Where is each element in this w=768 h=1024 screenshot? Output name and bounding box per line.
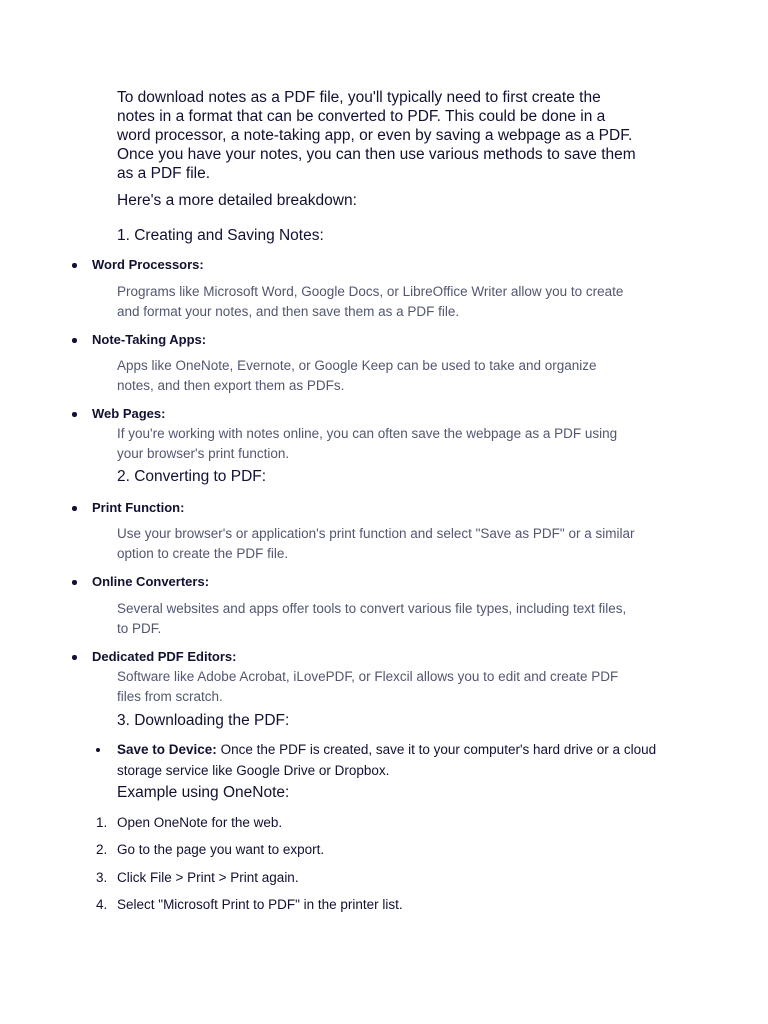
bullet-title-online-converters: Online Converters: (92, 574, 210, 589)
step-number: 3. (96, 870, 108, 885)
step-text: Open OneNote for the web. (117, 815, 283, 830)
step-text: Select "Microsoft Print to PDF" in the printer list. (117, 897, 403, 912)
bullet-dot (72, 580, 77, 585)
bullet-title-dedicated-pdf-editors: Dedicated PDF Editors: (92, 649, 237, 664)
bullet-title-print-function: Print Function: (92, 500, 185, 515)
bullet-desc-web-pages: If you're working with notes online, you can often save the webpage as a PDF using your browser's print function. (117, 426, 618, 461)
intro-paragraph: To download notes as a PDF file, you'll typically need to first create the notes in a format that can be converted to PDF. This could be done in a word processor, a note-taking app, or even by saving a webpage as a PDF. Once you have your notes, you can then use various methods to save them as a PDF file. (117, 89, 636, 182)
step-number: 1. (96, 815, 108, 830)
section1-heading: 1. Creating and Saving Notes: (117, 227, 324, 244)
bullet-dot (72, 412, 77, 417)
breakdown-line: Here's a more detailed breakdown: (117, 192, 357, 209)
section3-heading: 3. Downloading the PDF: (117, 712, 290, 729)
bullet-desc-word-processors: Programs like Microsoft Word, Google Docs, or LibreOffice Writer allow you to create and format your notes, and then save them as a PDF file. (117, 284, 624, 319)
bullet-desc-note-taking-apps: Apps like OneNote, Evernote, or Google Keep can be used to take and organize notes, and then export them as PDFs. (117, 358, 597, 393)
step-number: 4. (96, 897, 108, 912)
bullet-dot (96, 748, 100, 752)
save-to-device-title: Save to Device: (117, 742, 217, 757)
bullet-title-note-taking-apps: Note-Taking Apps: (92, 332, 207, 347)
bullet-desc-online-converters: Several websites and apps offer tools to convert various file types, including text files, to PDF. (117, 601, 627, 636)
bullet-dot (72, 338, 77, 343)
bullet-title-web-pages: Web Pages: (92, 406, 166, 421)
bullet-desc-dedicated-pdf-editors: Software like Adobe Acrobat, iLovePDF, or Flexcil allows you to edit and create PDF files from scratch. (117, 669, 619, 704)
save-to-device-paragraph (117, 739, 657, 781)
example-heading: Example using OneNote: (117, 784, 290, 801)
bullet-dot (72, 263, 77, 268)
section2-heading: 2. Converting to PDF: (117, 468, 267, 485)
step-number: 2. (96, 842, 108, 857)
bullet-dot (72, 506, 77, 511)
bullet-title-word-processors: Word Processors: (92, 257, 204, 272)
save-to-device-desc: Once the PDF is created, save it to your computer's hard drive or a cloud storage service like Google Drive or Dropbox. (117, 742, 657, 778)
bullet-dot (72, 655, 77, 660)
step-text: Click File > Print > Print again. (117, 870, 299, 885)
bullet-desc-print-function: Use your browser's or application's print function and select "Save as PDF" or a similar option to create the PDF file. (117, 526, 635, 561)
step-text: Go to the page you want to export. (117, 842, 325, 857)
